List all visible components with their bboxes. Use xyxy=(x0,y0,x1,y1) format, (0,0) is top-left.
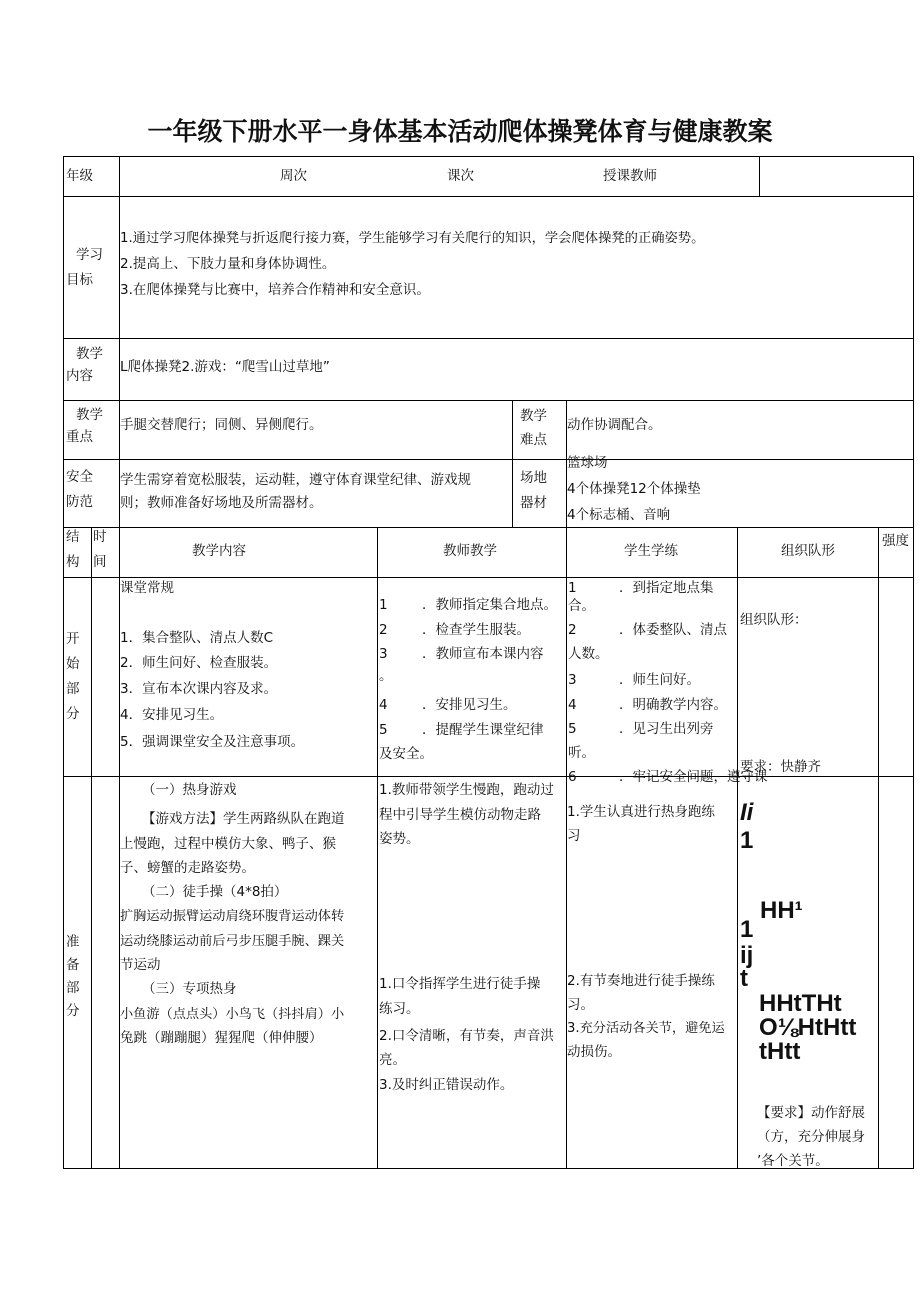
prep-requirement-line: 【要求】动作舒展 xyxy=(757,1105,865,1121)
start-content-line: 1．集合整队、清点人数C xyxy=(120,630,274,646)
prep-requirement-line: ’各个关节。 xyxy=(757,1153,829,1169)
prep-label-char: 准 xyxy=(66,934,80,950)
ocr-glyph-text: tHtt xyxy=(759,1038,801,1065)
prep-label-char: 分 xyxy=(66,1003,80,1019)
content-label-2: 内容 xyxy=(66,368,93,384)
start-student-text: 听。 xyxy=(568,745,595,761)
start-content-line: 4．安排见习生。 xyxy=(120,707,224,723)
start-student-num: 2 xyxy=(568,622,577,638)
safety-line-2: 则；教师准备好场地及所需器材。 xyxy=(120,495,323,511)
safety-label-1: 安全 xyxy=(66,469,93,485)
prep-student-line: 习。 xyxy=(567,997,594,1013)
ocr-glyph-text: Ii xyxy=(740,799,754,826)
start-label-char: 开 xyxy=(66,631,80,647)
col-teaching-content: 教学内容 xyxy=(192,543,246,559)
prep-label-char: 部 xyxy=(66,980,80,996)
ocr-glyph-text: 1 xyxy=(740,827,754,854)
col-teacher-teaching: 教师教学 xyxy=(443,543,497,559)
start-student-text: ．到指定地点集 xyxy=(619,580,714,596)
keypoint-text: 手腿交替爬行；同侧、异侧爬行。 xyxy=(120,417,323,433)
organization-label: 组织队形： xyxy=(740,612,808,628)
venue-line: 篮球场 xyxy=(567,455,608,471)
start-label-char: 部 xyxy=(66,681,80,697)
difficulty-text: 动作协调配合。 xyxy=(567,417,662,433)
start-student-num: 1 xyxy=(568,580,577,596)
prep-content-line: （一）热身游戏 xyxy=(142,782,237,798)
prep-student-line: 动损伤。 xyxy=(567,1044,621,1060)
goal-item-2: 2.提高上、下肢力量和身体协调性。 xyxy=(120,256,336,272)
prep-teacher-line: 1.教师带领学生慢跑，跑动过 xyxy=(379,782,554,798)
start-student-num: 5 xyxy=(568,721,577,737)
ocr-glyph-text: 1 xyxy=(740,916,754,943)
prep-content-line: 子、螃蟹的走路姿势。 xyxy=(120,860,255,876)
venue-label-2: 器材 xyxy=(520,495,547,511)
start-student-text: 人数。 xyxy=(568,646,609,662)
start-teacher-text: ．教师宣布本课内容 xyxy=(422,646,544,662)
prep-teacher-line: 1.口令指挥学生进行徒手操 xyxy=(379,976,541,992)
prep-student-line: 习 xyxy=(567,828,581,844)
keypoint-label-2: 重点 xyxy=(66,429,93,445)
col-structure-2: 构 xyxy=(66,554,80,570)
prep-content-line: 小鱼游（点点头）小鸟飞（抖抖肩）小 xyxy=(120,1007,345,1022)
difficulty-label-2: 难点 xyxy=(520,432,547,448)
goals-label-2: 目标 xyxy=(66,272,93,288)
start-teacher-text: 。 xyxy=(379,668,393,684)
difficulty-label-1: 教学 xyxy=(520,408,547,424)
start-requirement: 要求：快静齐 xyxy=(740,759,821,775)
start-label-char: 始 xyxy=(66,656,80,672)
col-student-practice: 学生学练 xyxy=(624,543,678,559)
week-label: 周次 xyxy=(280,168,307,184)
safety-line-1: 学生需穿着宽松服装，运动鞋，遵守体育课堂纪律、游戏规 xyxy=(120,472,471,488)
keypoint-label-1: 教学 xyxy=(76,407,103,423)
col-intensity: 强度 xyxy=(882,533,909,549)
start-content-line: 课堂常规 xyxy=(120,580,174,596)
venue-line: 4个标志桶、音响 xyxy=(567,507,671,523)
grade-label: 年级 xyxy=(66,168,93,184)
prep-content-line: 节运动 xyxy=(120,957,161,973)
start-content-line: 2．师生问好、检查服装。 xyxy=(120,655,278,671)
start-teacher-text: ．检查学生服装。 xyxy=(422,622,530,638)
prep-content-line: 兔跳（蹦蹦腿）猩猩爬（伸伸腰） xyxy=(120,1030,323,1046)
goal-item-1: 1.通过学习爬体操凳与折返爬行接力赛，学生能够学习有关爬行的知识，学会爬体操凳的正确姿势。 xyxy=(120,231,705,246)
start-teacher-text: 及安全。 xyxy=(379,746,433,762)
start-student-text: ．明确教学内容。 xyxy=(619,697,727,713)
prep-content-line: 上慢跑，过程中模仿大象、鸭子、猴 xyxy=(120,836,336,852)
start-student-text: ．体委整队、清点 xyxy=(619,622,727,638)
venue-label-1: 场地 xyxy=(520,470,547,486)
col-organization: 组织队形 xyxy=(781,543,835,559)
venue-line: 4个体操凳12个体操垫 xyxy=(567,481,701,497)
prep-label-char: 备 xyxy=(66,957,80,973)
col-time-2: 间 xyxy=(93,554,107,570)
ocr-glyph-text: t xyxy=(740,965,748,992)
start-student-cell xyxy=(567,578,768,785)
prep-content-line: 运动绕膝运动前后弓步压腿手腕、踝关 xyxy=(120,934,345,949)
start-student-num: 4 xyxy=(568,697,577,713)
col-structure-1: 结 xyxy=(66,529,80,545)
col-time-1: 时 xyxy=(93,529,107,545)
prep-student-line: 3.充分活动各关节，避免运 xyxy=(567,1021,725,1036)
lesson-label: 课次 xyxy=(447,168,474,184)
prep-teacher-line: 3.及时纠正错误动作。 xyxy=(379,1077,514,1093)
prep-teacher-line: 姿势。 xyxy=(379,831,420,847)
prep-content-line: （二）徒手操（4*8拍） xyxy=(142,884,288,900)
goal-item-3: 3.在爬体操凳与比赛中，培养合作精神和安全意识。 xyxy=(120,282,430,298)
ocr-glyph-text: ij xyxy=(740,942,754,969)
start-label-char: 分 xyxy=(66,706,80,722)
ocr-glyph-text: HHtTHt xyxy=(759,990,842,1017)
safety-label-2: 防范 xyxy=(66,494,93,510)
start-teacher-num: 1 xyxy=(379,597,388,613)
prep-student-line: 2.有节奏地进行徒手操练 xyxy=(567,973,715,989)
start-content-line: 3．宣布本次课内容及求。 xyxy=(120,681,278,697)
start-content-line: 5．强调课堂安全及注意事项。 xyxy=(120,734,305,750)
start-student-text: ．师生问好。 xyxy=(619,672,700,688)
start-student-text: ．牢记安全问题，遵守课 xyxy=(619,769,768,785)
start-teacher-text: ．教师指定集合地点。 xyxy=(422,597,557,613)
prep-content-line: （三）专项热身 xyxy=(142,981,237,997)
start-teacher-text: ．提醒学生课堂纪律 xyxy=(422,722,544,738)
start-teacher-num: 5 xyxy=(379,722,388,738)
prep-student-line: 1.学生认真进行热身跑练 xyxy=(567,804,715,820)
goals-label-1: 学习 xyxy=(76,247,103,263)
prep-content-line: 扩胸运动振臂运动肩绕环腹背运动体转 xyxy=(120,909,345,924)
start-teacher-num: 2 xyxy=(379,622,388,638)
prep-teacher-line: 练习。 xyxy=(379,1001,420,1017)
prep-requirement-line: （方，充分伸展身 xyxy=(757,1129,865,1145)
prep-teacher-line: 程中引导学生模仿动物走路 xyxy=(379,807,541,823)
start-teacher-num: 4 xyxy=(379,697,388,713)
content-text: L爬体操凳2.游戏：“爬雪山过草地” xyxy=(120,359,330,375)
start-student-text: ．见习生出列旁 xyxy=(619,721,714,737)
start-teacher-text: ．安排见习生。 xyxy=(422,697,517,713)
start-student-num: 3 xyxy=(568,672,577,688)
prep-content-line: 【游戏方法】学生两路纵队在跑道 xyxy=(142,811,345,827)
prep-teacher-line: 亮。 xyxy=(379,1052,406,1068)
page-title: 一年级下册水平一身体基本活动爬体操凳体育与健康教案 xyxy=(147,117,773,146)
start-teacher-num: 3 xyxy=(379,646,388,662)
teacher-label: 授课教师 xyxy=(603,168,657,184)
ocr-glyph-text: O⅛HtHtt xyxy=(759,1014,857,1041)
content-label-1: 教学 xyxy=(76,346,103,362)
start-student-num: 6 xyxy=(568,769,577,785)
start-student-text: 合。 xyxy=(568,598,595,614)
ocr-glyph-text: HH¹ xyxy=(760,897,803,924)
prep-teacher-line: 2.口令清晰，有节奏，声音洪 xyxy=(379,1028,554,1044)
